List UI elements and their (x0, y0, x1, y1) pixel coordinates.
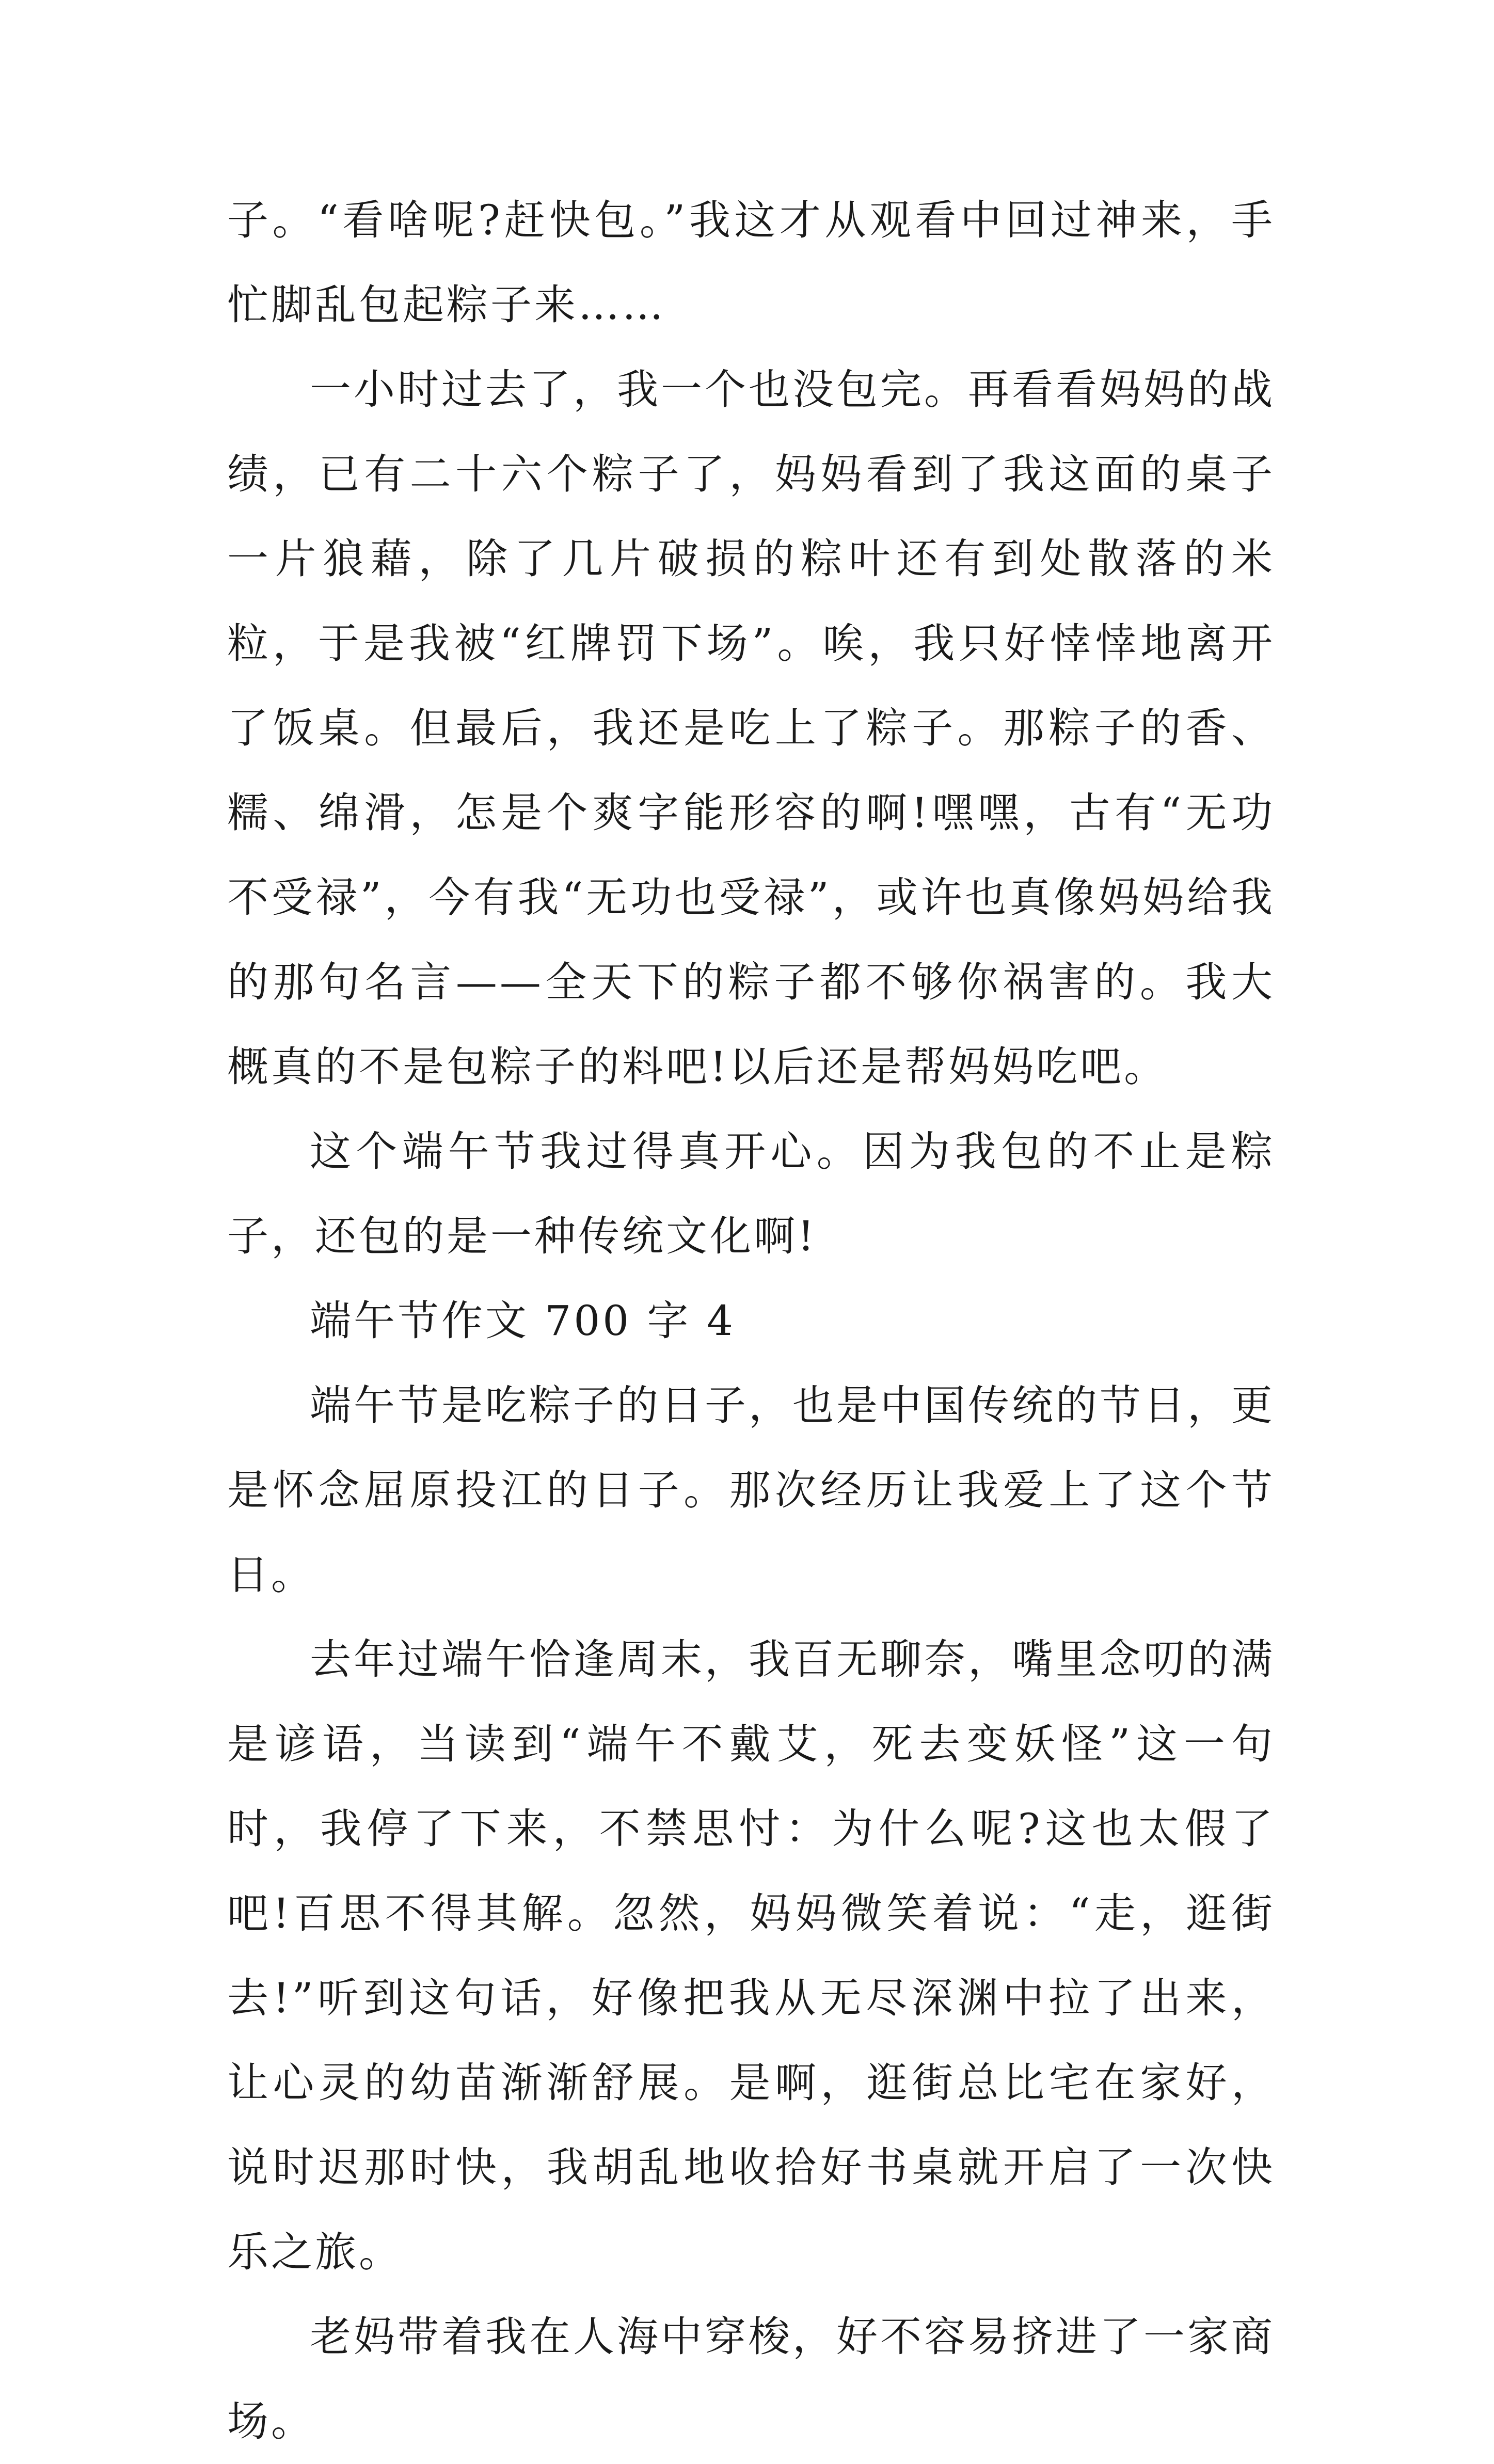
paragraph: 去年过端午恰逢周末，我百无聊奈，嘴里念叨的满是谚语，当读到“端午不戴艾，死去变妖怪”这一句时，我停了下来，不禁思忖：为什么呢?这也太假了吧!百思不得其解。忽然，妈妈微笑着说：“走，逛街去!”听到这句话，好像把我从无尽深渊中拉了出来，让心灵的幼苗渐渐舒展。是啊，逛街总比宅在家好，说时迟那时快，我胡乱地收拾好书桌就开启了一次快乐之旅。 (227, 1635, 1275, 2276)
paragraph: 老妈带着我在人海中穿梭，好不容易挤进了一家商场。 (227, 2313, 1275, 2445)
paragraph: 一小时过去了，我一个也没包完。再看看妈妈的战绩，已有二十六个粽子了，妈妈看到了我这面的桌子一片狼藉，除了几片破损的粽叶还有到处散落的米粒，于是我被“红牌罚下场”。唉，我只好悻悻地离开了饭桌。但最后，我还是吃上了粽子。那粽子的香、糯、绵滑，怎是个爽字能形容的啊!嘿嘿，古有“无功不受禄”，今有我“无功也受禄”，或许也真像妈妈给我的那句名言——全天下的粽子都不够你祸害的。我大概真的不是包粽子的料吧!以后还是帮妈妈吃吧。 (227, 365, 1275, 1091)
document-body (227, 178, 1275, 2464)
paragraph: 这个端午节我过得真开心。因为我包的不止是粽子，还包的是一种传统文化啊! (227, 1127, 1275, 1260)
section-heading: 端午节作文 700 字 4 (310, 1297, 736, 1345)
paragraph: 端午节是吃粽子的日子，也是中国传统的节日，更是怀念屈原投江的日子。那次经历让我爱上了这个节日。 (227, 1381, 1275, 1599)
paragraph-continued: 子。“看啥呢?赶快包。”我这才从观看中回过神来，手忙脚乱包起粽子来…… (227, 196, 1275, 329)
